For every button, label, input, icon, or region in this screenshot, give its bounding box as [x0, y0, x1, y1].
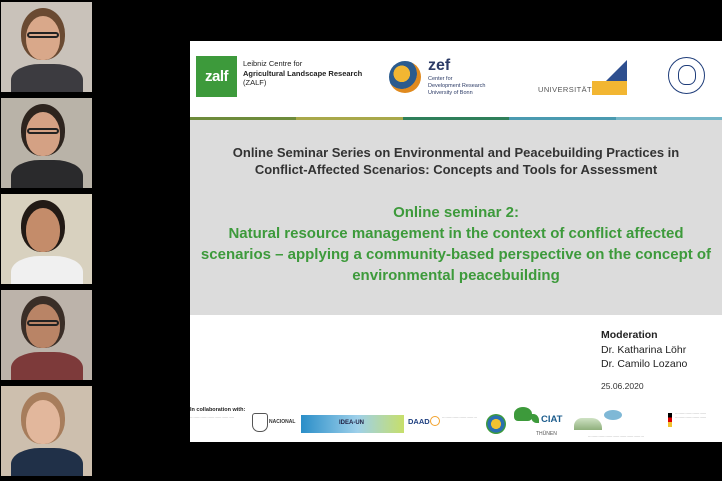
zef-line-1: Center for	[428, 76, 453, 82]
participant-face	[26, 112, 60, 156]
university-emblem-icon	[514, 407, 532, 421]
zalf-line-1: Leibniz Centre for	[243, 59, 303, 68]
moderation-label: Moderation	[601, 329, 658, 341]
zalf-logo-text	[243, 59, 363, 88]
participant-torso	[11, 448, 83, 476]
participant-torso	[11, 256, 83, 284]
participant-face	[26, 400, 60, 444]
moderation-block	[601, 328, 687, 372]
zalf-logo: zalf	[196, 56, 237, 97]
seminar-title-block	[192, 202, 720, 286]
participant-torso	[11, 64, 83, 92]
idea-un-logo	[301, 415, 404, 433]
seminar-label: Online seminar 2:	[393, 204, 519, 221]
series-title: Online Seminar Series on Environmental and Peacebuilding Practices in Conflict-Affected Scenarios: Concepts and Tools for Assessment	[232, 145, 680, 177]
idea-un-text: IDEA-UN	[339, 420, 364, 426]
zalf-line-3: (ZALF)	[243, 78, 267, 87]
participant-video-5[interactable]	[1, 386, 92, 476]
unal-crest-icon	[252, 413, 268, 432]
moderator-1: Dr. Katharina Löhr	[601, 343, 687, 356]
partner-text-2: ················································	[588, 435, 644, 439]
seminar-title: Natural resource management in the context of conflict affected scenarios – applying a community-based perspective on the concept of environmental peacebuilding	[200, 225, 712, 284]
daad-swirl-icon	[430, 416, 440, 426]
participant-face	[26, 208, 60, 252]
participant-strip	[0, 0, 101, 481]
ciat-leaf-icon	[531, 414, 539, 423]
zef-logo: zef	[428, 57, 451, 74]
partner-footer	[190, 406, 722, 442]
participant-glasses	[27, 128, 59, 134]
ministry-text: ··························· ···························	[675, 412, 707, 420]
daad-logo: DAAD	[408, 417, 430, 426]
bonn-logo	[538, 85, 616, 94]
bird-logo-icon	[604, 410, 622, 420]
shared-slide	[190, 41, 722, 442]
ciat-logo: CIAT	[541, 414, 563, 425]
german-eagle-icon	[668, 413, 672, 427]
participant-face	[26, 16, 60, 60]
unal-logo-text: NACIONAL	[269, 419, 296, 425]
participant-torso	[11, 352, 83, 380]
zef-logo-text	[428, 76, 498, 97]
landscape-graphic-icon	[574, 418, 602, 430]
title-panel	[190, 120, 722, 315]
logo-row	[190, 41, 722, 117]
partner-emblem-icon	[486, 414, 506, 434]
participant-face	[26, 304, 60, 348]
zef-emblem-icon	[389, 61, 421, 93]
participant-glasses	[27, 320, 59, 326]
partner-text-1: ······························	[442, 416, 477, 420]
zalf-line-2: Agricultural Landscape Research	[243, 68, 363, 78]
zef-line-3: University of Bonn	[428, 90, 473, 96]
participant-video-2[interactable]	[1, 98, 92, 188]
humboldt-seal-icon	[668, 57, 705, 94]
thunen-logo: THÜNEN	[536, 431, 557, 437]
bonn-name: BONN	[592, 85, 616, 94]
participant-torso	[11, 160, 83, 188]
collab-sub-text: ······································	[190, 416, 235, 420]
zef-line-2: Development Research	[428, 83, 486, 89]
bonn-prefix: UNIVERSITÄT	[538, 85, 592, 94]
seminar-date: 25.06.2020	[601, 381, 644, 391]
participant-video-4[interactable]	[1, 290, 92, 380]
participant-video-1[interactable]	[1, 2, 92, 92]
participant-glasses	[27, 32, 59, 38]
participant-video-3[interactable]	[1, 194, 92, 284]
moderator-2: Dr. Camilo Lozano	[601, 358, 688, 370]
collab-label: In collaboration with:	[190, 407, 246, 413]
